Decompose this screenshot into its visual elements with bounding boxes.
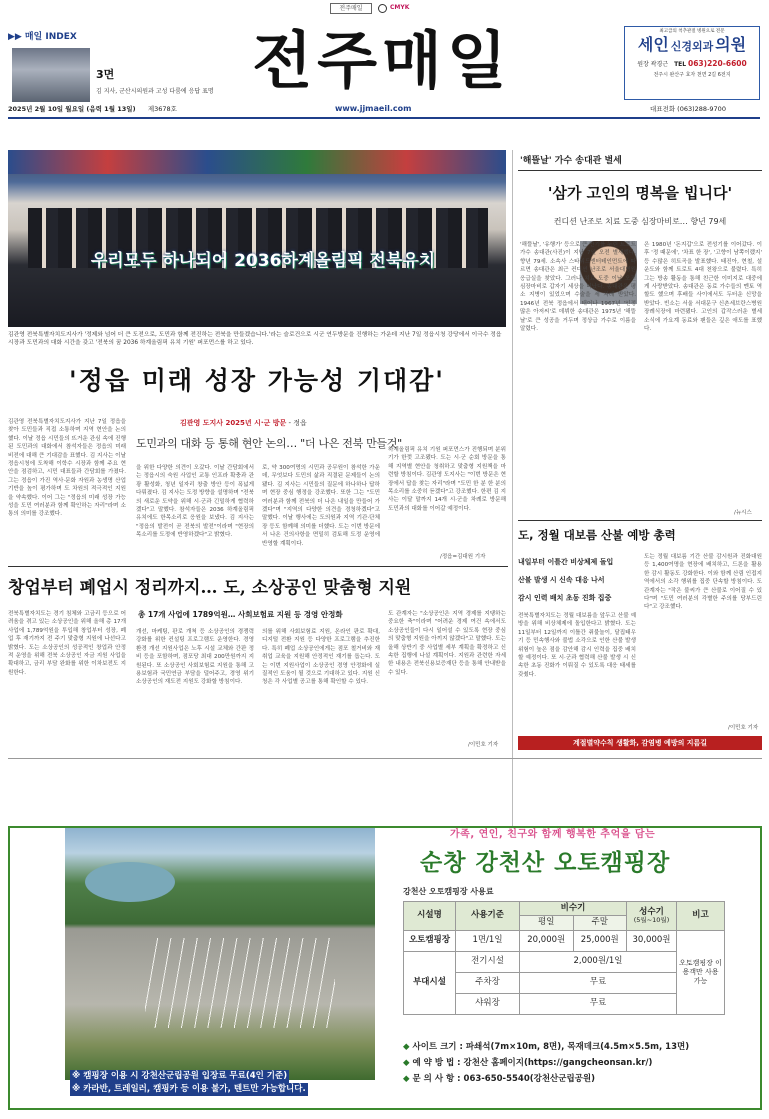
bullet-icon: ◆ — [403, 1058, 413, 1068]
index-thumbnail[interactable] — [12, 48, 90, 102]
lead-col-4: 하계올림픽 유치 기원 퍼포먼스가 진행되며 분위기가 한껏 고조됐다. 도는 시·군 순회 방문을 통해 지역별 현안을 청취하고 맞춤형 지원책을 마련할 방침이다. 김관영 도지사는 "이번 방문은 현장에서 답을 찾는 자리"라며 "도민 한 분 한 분의 목소리를 소중히 듣겠다"고 강조했다. 한편 김 지사는 이달 말까지 14개 시·군을 차례로 방문해 도민과의 대화를 이어갈 예정이다. — [388, 447, 506, 512]
row-electric-name: 전기시설 — [456, 951, 520, 972]
index-text[interactable]: 김 지사, 군산시의원과 고성 다룸에 응답 표명 — [96, 88, 214, 95]
th-note: 비고 — [677, 902, 725, 931]
issue-no: 제3678호 — [147, 105, 177, 113]
ad-clinic[interactable] — [624, 26, 760, 100]
ad-tagline: 가족, 연인, 친구와 함께 행복한 추억을 담는 — [450, 829, 656, 840]
ad-table-caption: 강천산 오토캠핑장 사용료 — [403, 887, 494, 896]
lead-col-3: 로, 약 300여명의 시민과 공무원이 참석한 가운데, 무엇보다 도민의 삶과 직결된 문제들이 논의됐다. 김 지사는 시민들의 질문에 하나하나 답하며 현장 중심 행정을 강조했다. 또한 그는 "도민 여러분과 함께 전북의 더 나은 내일을 만들어 가겠다"며 "지역의 다양한 의견을 경청하겠다"고 말했다. 이날 행사에는 도의원과 지역 기관·단체장 등도 함께해 의미를 더했다. 도는 이번 방문에서 나온 건의사항을 면밀히 검토해 도정 운영에 반영할 계획이다. — [262, 465, 380, 547]
lead-col-1: 김관영 전북특별자치도지사가 지난 7일 정읍을 찾아 도민들과 직접 소통하며 지역 현안을 논의했다. 이날 정읍 시민들의 뜨거운 관심 속에 진행된 도민과의 대화에서 참석자들은 정읍의 미래 비전에 대해 큰 기대감을 표했다. 김 지사는 이날 정읍시청에 도착해 이학수 시장과 함께 주요 현안을 점검하고, 시민 대표들과 간담회를 가졌다. 그는 정읍이 가진 역사·문화 자원과 농생명 산업 기반을 높이 평가하며 도 차원의 적극적인 지원을 약속했다. 이어 그는 "정읍의 미래 성장 가능성을 도민 여러분과 함께 확인하는 자리"라며 소통의 의미를 강조했다. — [8, 419, 126, 518]
ad-notes — [70, 1070, 400, 1096]
ad-title: 순창 강천산 오토캠핑장 — [420, 850, 671, 876]
row-autocamp-weekday: 20,000원 — [520, 930, 574, 951]
masthead: 전주매일 — [252, 24, 512, 97]
row-electric-value: 2,000원/1일 — [520, 951, 677, 972]
index-page: 3면 — [96, 68, 115, 81]
row-autocamp-name: 오토캠핑장 — [404, 930, 456, 951]
arrow-right-icon: ▶▶ — [8, 31, 22, 42]
row-shower-value: 무료 — [520, 993, 677, 1014]
brief-col-2: 도는 정월 대보름 기간 산불 감시원과 진화대원 등 1,400여명을 현장에 배치하고, 드론을 활용한 감시 활동도 강화한다. 이와 함께 산림 인접지역에서의 소각 행위를 집중 단속할 방침이다. 도 관계자는 "작은 불씨가 큰 산불로 이어질 수 있다"며 "도민 여러분의 각별한 주의를 당부드린다"고 강조했다. — [644, 554, 762, 611]
ad-brand-a: 세인 — [637, 35, 669, 55]
ad-info — [403, 1039, 733, 1087]
th-nonpeak: 비수기 — [520, 902, 627, 916]
registration-mark-icon — [378, 4, 387, 13]
brief-headline[interactable]: 도, 정월 대보름 산불 예방 총력 — [518, 528, 676, 542]
info-reserve[interactable]: ◆ 예 약 방 법 : 강천산 홈페이지(https://gangcheonsan.kr/) — [403, 1058, 653, 1068]
row-note: 오토캠핑장 이용객만 사용 가능 — [677, 930, 725, 1014]
health-banner: 계절별약수칙 생활화, 감염병 예방의 지름길 — [518, 736, 762, 750]
ad-clinic-small: 최고급의 척추관절 병원으로 전문 — [659, 29, 725, 34]
ad-brand-b: 신경외과 — [670, 40, 714, 54]
story2-col-3: 의를 위해 사회보험료 지원, 온라인 판로 확대, 디지털 전환 지원 등 다양한 프로그램을 추진한다. 특히 폐업 소상공인에게는 점포 철거비와 재취업 교육을 지원해 안정적인 재기를 돕는다. 도는 이번 지원사업이 소상공인 경영 안정화에 실질적인 도움이 될 것으로 기대하고 있다. 지원 신청은 각 사업별 공고를 통해 확인할 수 있다. — [262, 629, 380, 686]
fee-table — [403, 901, 725, 1015]
bullet-icon: ◆ — [403, 1074, 413, 1084]
side-byline: /뉴시스 — [734, 510, 752, 516]
row-shower-name: 샤워장 — [456, 993, 520, 1014]
lead-caption: 김관영 전북특별자치도지사가 '정제와 넘어 더 큰 도전으로, 도민과 함께 전진하는 전북을 만들겠습니다.'라는 슬로건으로 시군 연두방문을 진행하는 가운데 지난 7일 정읍시청 강당에서 이극수 정읍시장과 도민과의 대화 시간을 갖고 '전북의 꿈 2036 하계올림픽 유치 기원' 퍼포먼스를 하고 있다. — [8, 332, 502, 347]
th-weekend: 주말 — [573, 916, 627, 930]
info-size: ◆ 사이트 크기 : 파쇄석(7m×10m, 8면), 목재데크(4.5m×5.5m, 13면) — [403, 1042, 690, 1052]
th-criteria: 사용기준 — [456, 902, 520, 931]
banner-strip — [8, 150, 506, 174]
website[interactable]: www.jjmaeil.com — [335, 104, 412, 113]
section-divider — [8, 566, 508, 567]
row-parking-value: 무료 — [520, 972, 677, 993]
brief-byline: /이민호 기자 — [728, 725, 759, 731]
story2-col-2: 개선, 마케팅, 판로 개척 등 소상공인의 경쟁력 강화를 위한 컨설팅 프로그램도 운영한다. 경영환경 개선 지원사업은 노후 시설 교체와 간판 정비 등을 포함하며, 점포당 최대 200만원까지 지원된다. 또 소상공인 사회보험료 지원을 통해 고용보험과 국민연금 부담을 덜어주고, 경영 위기 소상공인의 재도전 지원도 강화할 방침이다. — [136, 629, 254, 686]
row-autocamp-criteria: 1면/1일 — [456, 930, 520, 951]
brief-col-1: 전북특별자치도는 정월 대보름을 앞두고 산불 예방을 위해 비상체제에 돌입한다고 밝혔다. 도는 11일부터 12일까지 이틀간 쥐불놀이, 달집태우기 등 민속행사와 불법 소각으로 인한 산불 발생 위험이 높은 점을 감안해 감시 인력을 집중 배치할 예정이다. 또 시·군과 협력해 산불 발생 시 신속한 초동 진화가 이뤄질 수 있도록 대응 태세를 갖췄다. — [518, 613, 636, 678]
side-label: '해뜰날' 가수 송대관 별세 — [520, 156, 622, 166]
side-divider — [518, 520, 762, 521]
side-deck: 컨디션 난조로 치료 도중 심장마비로… 향년 79세 — [553, 217, 727, 226]
header-divider — [8, 117, 760, 119]
row-group-label: 부대시설 — [404, 951, 456, 1014]
campsite-photo — [65, 828, 375, 1080]
lead-byline: /정읍=김대원 기자 — [440, 554, 486, 560]
side-col-2: 은 1980년 '돈지갑'으로 전성기를 이어갔다. 이후 '정 때문에', '차표 한 장', '고향이 남쪽이랬지' 등 수많은 히트곡을 발표했다. 태진아, 현철, 설운도와 함께 트로트 4대 천왕으로 불렸다. 특히 그는 방송 활동을 통해 친근한 이미지로 대중에게 사랑받았다. 송대관은 동료 가수들의 멘토 역할도 했으며 후배들 사이에서도 두터운 신망을 받았다. 빈소는 서울 서대문구 신촌세브란스병원 장례식장에 마련됐다. 고인의 갑작스러운 별세 소식에 가요계 동료와 팬들은 깊은 애도를 표했다. — [644, 242, 762, 332]
ad-address: 전주시 완산구 효자 천면 2길 6전지 — [653, 72, 731, 79]
brief-sub-2: 산불 발생 시 신속 대응 나서 — [518, 576, 605, 584]
lead-kicker: 김관영 도지사 2025년 시·군 방문 - 정읍 — [180, 419, 307, 427]
story2-headline[interactable]: 창업부터 폐업시 정리까지… 도, 소상공인 맞춤형 지원 — [8, 578, 412, 598]
th-facility: 시설명 — [404, 902, 456, 931]
date-line: 2025년 2월 10일 월요일 (음력 1월 13일) 제3678호 — [8, 105, 177, 113]
row-parking-name: 주차장 — [456, 972, 520, 993]
th-peak: 성수기 (5월~10월) — [627, 902, 677, 931]
row-autocamp-weekend: 25,000원 — [573, 930, 627, 951]
phone: 대표전화 (063)288-9700 — [650, 105, 726, 113]
story2-col-1: 전북특별자치도는 경기 침체와 고금리 등으로 어려움을 겪고 있는 소상공인을 위해 올해 총 17개 사업에 1,789억원을 투입해 창업부터 성장, 폐업 후 재기까지 전 주기 맞춤형 지원에 나선다고 밝혔다. 도는 소상공인의 성공적인 창업과 안정적 운영을 위해 전북 소상공인 자금 지원 사업을 확대하고, 금리 부담 완화를 위한 이차보전도 지원한다. — [8, 611, 126, 676]
ad-brand-c: 의원 — [715, 35, 747, 55]
ad-camping[interactable] — [8, 826, 762, 1110]
cmyk-label: CMYK — [390, 4, 410, 11]
side-headline[interactable]: '삼가 고인의 명복을 빕니다' — [547, 184, 733, 202]
lake-shape — [85, 862, 175, 902]
print-stamp: 전주매일 — [330, 3, 372, 14]
row-autocamp-peak: 30,000원 — [627, 930, 677, 951]
story2-deck: 총 17개 사업에 1789억원… 사회보험료 지원 등 경영 안정화 — [138, 610, 343, 619]
side-rule — [518, 170, 762, 171]
lead-col-2: 을 위한 다양한 의견이 오갔다. 이날 간담회에서는 정읍시의 숙원 사업인 교통 인프라 확충과 관광 활성화, 청년 일자리 창출 방안 등이 폭넓게 다뤄졌다. 김 지사는 도정 방향을 설명하며 "전북의 새로운 도약을 위해 시·군과 긴밀하게 협력하겠다"고 말했다. 참석자들은 2036 하계올림픽 유치에도 한목소리로 응원을 보냈다. 김 지사는 "정읍의 발전이 곧 전북의 발전"이라며 "현장의 목소리를 도정에 반영하겠다"고 밝혔다. — [136, 465, 254, 539]
ad-doctor: 원장 곽경근 — [637, 61, 669, 69]
lead-headline[interactable]: '정읍 미래 성장 가능성 기대감' — [69, 366, 445, 395]
story2-byline: /이민호 기자 — [468, 742, 499, 748]
brief-sub-1: 내일부터 이틀간 비상체제 돌입 — [518, 558, 614, 566]
note-1: ※ 캠핑장 이용 시 강천산군립공원 입장료 무료(4인 기준) — [72, 1071, 288, 1081]
ad-divider — [8, 758, 762, 759]
lead-photo-banner: 우리모두 하나되어 2036하계올림픽 전북유치 — [90, 251, 436, 271]
bullet-icon: ◆ — [403, 1042, 413, 1052]
lead-deck: 도민과의 대화 등 통해 현안 논의… "더 나은 전북 만들것" — [136, 437, 402, 450]
ad-tel: 063)220-6600 — [688, 59, 747, 69]
story2-col-4: 도 관계자는 "소상공인은 지역 경제를 지탱하는 중요한 축"이라며 "어려운 경제 여건 속에서도 소상공인들이 다시 일어설 수 있도록 현장 중심의 맞춤형 지원을 아끼지 않겠다"고 말했다. 도는 올해 상반기 중 사업별 세부 계획을 확정하고 신속한 집행에 나설 계획이다. 지원과 관련한 자세한 내용은 전북신용보증재단 등을 통해 안내받을 수 있다. — [388, 611, 506, 676]
index-label: ▶▶ 매일 INDEX — [8, 31, 77, 42]
info-contact: ◆ 문 의 사 항 : 063-650-5540(강천산군립공원) — [403, 1074, 595, 1084]
th-weekday: 평일 — [520, 916, 574, 930]
note-2: ※ 카라반, 트레일러, 캠핑카 등 이용 불가, 텐트만 가능합니다. — [72, 1084, 306, 1094]
brief-sub-3: 감시 인력 배치 초동 진화 집중 — [518, 594, 612, 602]
side-col-1: '해뜰날', '유행가' 등으로 큰 인기를 누린 트로트 가수 송대관(사진)이 지난 7일 오전 별세했다. 향년 79세. 소속사 스타위드엔터테인먼트에 따르면 송대관은 최근 컨디션 난조로 서울대병원 응급실을 찾았다. 그러나 치료 도중 이날 오전 심장마비로 갑자기 세상을 떠났다. 송대관은 평소 지병이 있었으며 수술을 세 차례 받았다. 1946년 전북 정읍에서 태어나 1967년 '인정 많은 아저씨'로 데뷔한 송대관은 1975년 '해뜰날'로 큰 성공을 거두며 정상급 가수로 이름을 알렸다. — [520, 242, 636, 332]
lot-lines — [145, 938, 335, 1028]
ad-tel-label: TEL — [674, 61, 687, 69]
lead-photo[interactable] — [8, 150, 506, 327]
brief-subs — [518, 553, 648, 607]
